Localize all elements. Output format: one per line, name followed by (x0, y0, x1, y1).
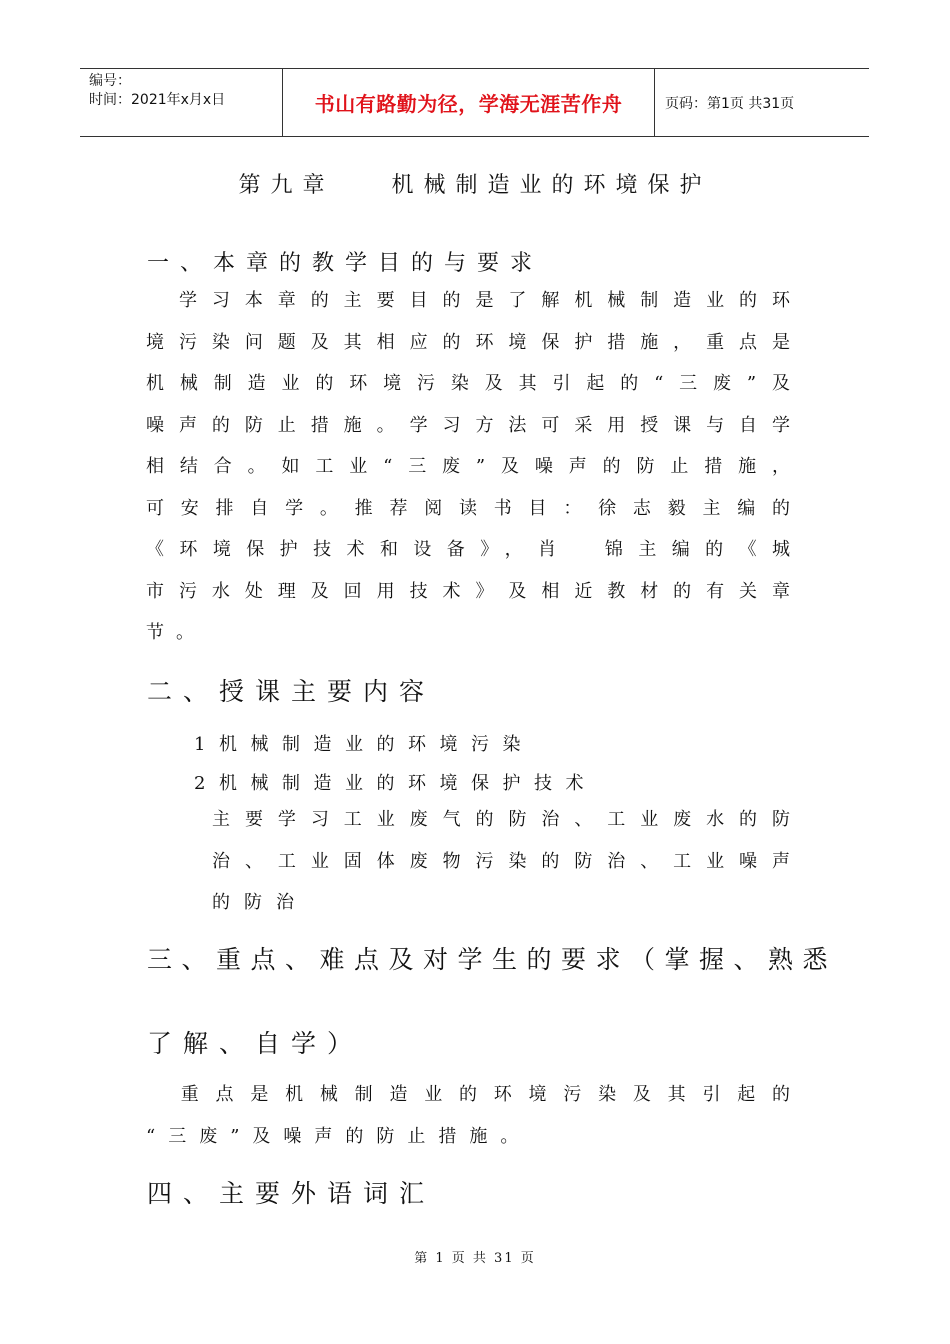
paragraph-line: “三废”及噪声的防止措施。 (146, 1125, 532, 1147)
paragraph-line: 市污水处理及回用技术》及相近教材的有关章 (146, 580, 792, 602)
section3-body (146, 1074, 792, 1157)
section1-heading: 一、本章的教学目的与要求 (147, 251, 544, 276)
paragraph-line: 节。 (146, 622, 206, 643)
header-page-code: 页码：第1页 共31页 (665, 95, 795, 112)
paragraph-line: 《环境保护技术和设备》，肖 锦主编的《城 (146, 539, 792, 560)
page-footer: 第 1 页 共 31 页 (414, 1251, 536, 1266)
section4-heading: 四、主要外语词汇 (147, 1179, 436, 1208)
header-motto: 书山有路勤为径，学海无涯苦作舟 (282, 69, 655, 136)
paragraph-line: 可安排自学。推荐阅读书目：徐志毅主编的 (146, 497, 792, 519)
section2-body (212, 799, 792, 924)
paragraph-line: 治、工业固体废物污染的防治、工业噪声 (212, 850, 792, 872)
content-item-1: 1机械制造业的环境污染 (194, 734, 534, 755)
section1-body (146, 280, 792, 654)
chapter-title: 第九章 机械制造业的环境保护 (238, 173, 712, 198)
paragraph-line: 重点是机械制造业的环境污染及其引起的 (146, 1084, 792, 1105)
paragraph-line: 境污染问题及其相应的环境保护措施，重点是 (146, 331, 792, 353)
paragraph-line: 的防治 (212, 892, 308, 913)
time-label: 时间：2021年x月x日 (89, 92, 226, 108)
content-item-2: 2机械制造业的环境保护技术 (194, 773, 597, 794)
section3-heading-line1: 三、重点、难点及对学生的要求（掌握、熟悉 (147, 945, 838, 974)
paragraph-line: 相结合。如工业“三废”及噪声的防止措施， (146, 456, 792, 477)
number-label: 编号： (89, 73, 131, 89)
section2-heading: 二、授课主要内容 (147, 677, 436, 706)
paragraph-line: 学习本章的主要目的是了解机械制造业的环 (146, 290, 792, 311)
header-meta-cell (80, 69, 282, 136)
page-header-table (80, 68, 869, 137)
section3-heading-line2: 了解、自学） (147, 1029, 364, 1058)
paragraph-line: 机械制造业的环境污染及其引起的“三废”及 (146, 373, 792, 394)
paragraph-line: 主要学习工业废气的防治、工业废水的防 (212, 809, 792, 830)
paragraph-line: 噪声的防止措施。学习方法可采用授课与自学 (146, 414, 792, 436)
